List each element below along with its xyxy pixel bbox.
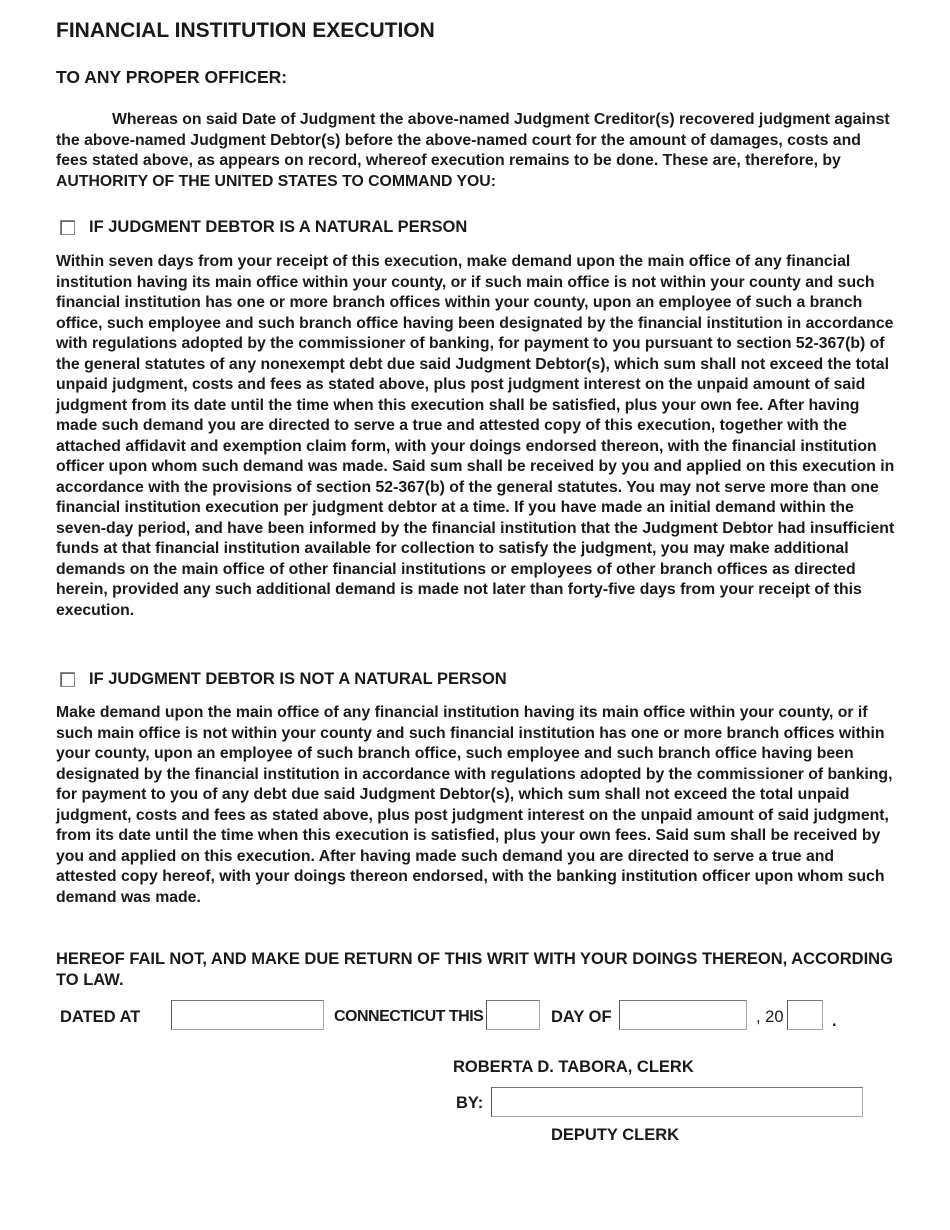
clerk-name: ROBERTA D. TABORA, CLERK (453, 1058, 694, 1076)
connecticut-this-label: CONNECTICUT THIS (334, 1008, 484, 1025)
year-prefix: , 20 (756, 1008, 784, 1026)
period-mark: . (832, 1012, 837, 1030)
option-not-natural-person-row (60, 670, 507, 689)
day-field[interactable] (486, 1000, 540, 1030)
option-natural-person-row (60, 218, 467, 237)
page-subtitle: TO ANY PROPER OFFICER: (56, 67, 288, 87)
month-field[interactable] (619, 1000, 747, 1030)
natural-person-paragraph: Within seven days from your receipt of this execution, make demand upon the main office of any financial institution having its main office within your county, or if such main office is not within your county and such financial institution has one or more branch offices within your county, upon an employee of such a branch office, such employee and such branch office having been designated by the financial institution in accordance with regulations adopted by the commissioner of banking, for payment to you pursuant to section 52-367(b) of the general statutes of any nonexempt debt due said Judgment Debtor(s), which sum shall not exceed the total unpaid judgment, costs and fees as stated above, plus post judgment interest on the unpaid amount of said judgment from its date until the time when this execution shall be satisfied, plus your own fee. After having made such demand you are directed to serve a true and attested copy of this execution, together with the attached affidavit and exemption claim form, with your doings endorsed thereon, with the financial institution officer upon whom such demand was made. Said sum shall be received by you and applied on this execution in accordance with the provisions of section 52-367(b) of the general statutes. You may not serve more than one financial institution execution per judgment debtor at a time. If you have made an initial demand within the seven-day period, and have been informed by the financial institution that the Judgment Debtor had insufficient funds at that financial institution available for collection to satisfy the judgment, you may make additional demands on the main office of other financial institutions or employees of other branch offices as directed herein, provided any such additional demand is made not later than forty-five days from your receipt of this execution. (56, 253, 895, 619)
hereof-statement: HEREOF FAIL NOT, AND MAKE DUE RETURN OF THIS WRIT WITH YOUR DOINGS THEREON, ACCORDING TO LAW. (56, 950, 893, 989)
year-field[interactable] (787, 1000, 823, 1030)
deputy-clerk-label: DEPUTY CLERK (551, 1126, 680, 1144)
dated-at-label: DATED AT (60, 1008, 141, 1026)
by-label: BY: (456, 1094, 484, 1112)
intro-paragraph: Whereas on said Date of Judgment the above-named Judgment Creditor(s) recovered judgment against the above-named Judgment Debtor(s) before the above-named court for the amount of damages, costs and fees stated above, as appears on record, whereof execution remains to be done. These are, therefore, by AUTHORITY OF THE UNITED STATES TO COMMAND YOU: (56, 111, 890, 190)
deputy-signature-field[interactable] (491, 1087, 863, 1117)
not-natural-person-label: IF JUDGMENT DEBTOR IS NOT A NATURAL PERSON (89, 670, 507, 688)
natural-person-checkbox[interactable] (60, 220, 75, 235)
day-of-label: DAY OF (551, 1008, 612, 1026)
not-natural-person-checkbox[interactable] (60, 672, 75, 687)
date-row (56, 1000, 896, 1034)
not-natural-person-paragraph: Make demand upon the main office of any financial institution having its main office within your county, or if such main office is not within your county and such financial institution has one or more branch offices within your county, upon an employee of such branch office, such employee and such branch office having been designated by the financial institution in accordance with regulations adopted by the commissioner of banking, for payment to you of any debt due said Judgment Debtor(s), which sum shall not exceed the total unpaid judgment, costs and fees as stated above, plus post judgment interest on the unpaid amount of said judgment, from its date until the time when this execution is satisfied, plus your own fees. Said sum shall be received by you and applied on this execution. After having made such demand you are directed to serve a true and attested copy hereof, with your doings thereon endorsed, with the banking institution officer upon whom such demand was made. (56, 704, 893, 906)
natural-person-label: IF JUDGMENT DEBTOR IS A NATURAL PERSON (89, 218, 468, 236)
dated-at-field[interactable] (171, 1000, 324, 1030)
page-title: FINANCIAL INSTITUTION EXECUTION (56, 19, 435, 42)
